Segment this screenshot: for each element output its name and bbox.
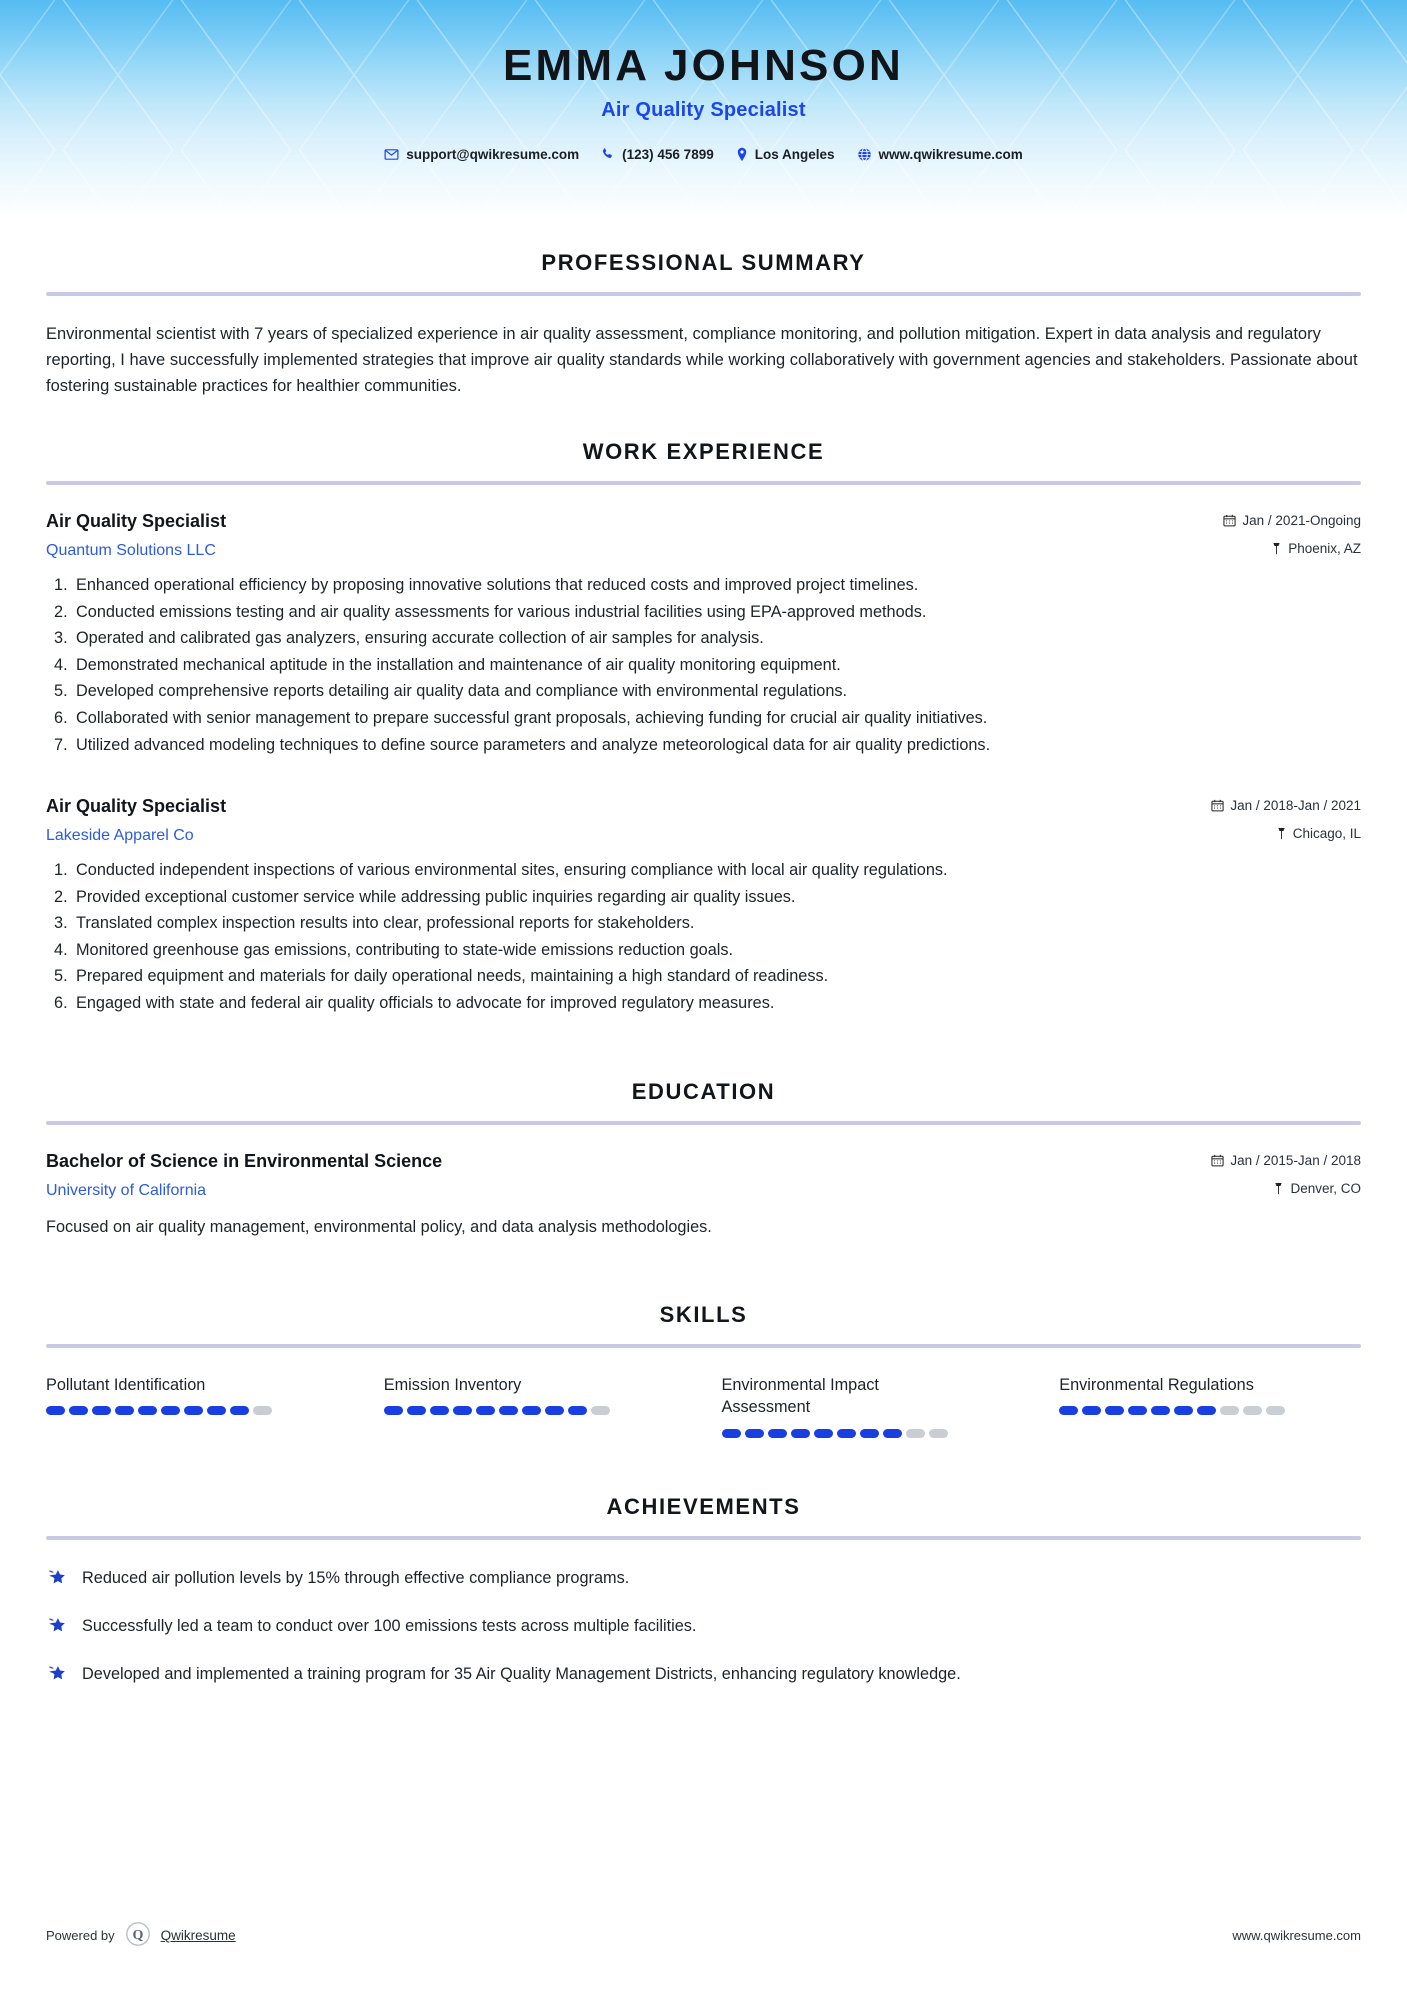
skill-segment-filled: [430, 1406, 449, 1415]
skill-item: [384, 1374, 686, 1416]
skill-item: [722, 1374, 1024, 1439]
skill-segment-filled: [1151, 1406, 1170, 1415]
skill-segment-filled: [499, 1406, 518, 1415]
skill-segment-filled: [1082, 1406, 1101, 1415]
calendar-icon: [1223, 514, 1236, 527]
education-school[interactable]: University of California: [46, 1181, 207, 1199]
education-dates: [1211, 1153, 1361, 1168]
candidate-name: EMMA JOHNSON: [502, 41, 904, 90]
bullet-item: Prepared equipment and materials for daily operational needs, maintaining a high standard of readiness.: [76, 967, 829, 986]
education-location: [1273, 1181, 1361, 1196]
bullet-item: Conducted emissions testing and air quality assessments for various industrial facilities using EPA-approved methods.: [76, 602, 927, 621]
star-badge-icon: [46, 1615, 68, 1642]
skill-segment-empty: [929, 1429, 948, 1438]
experience-entry: [46, 796, 1361, 1016]
education-location-text: Denver, CO: [1290, 1180, 1361, 1196]
skill-label: Environmental Regulations: [1059, 1375, 1254, 1394]
skill-segment-filled: [1105, 1406, 1124, 1415]
contact-location: [730, 147, 841, 162]
skill-segment-empty: [591, 1406, 610, 1415]
skill-segment-filled: [69, 1406, 88, 1415]
education-description: Focused on air quality management, environmental policy, and data analysis methodologies.: [46, 1217, 712, 1236]
star-badge-icon: [46, 1567, 68, 1594]
skill-segment-filled: [745, 1429, 764, 1438]
skill-segment-filled: [407, 1406, 426, 1415]
achievement-item: [46, 1566, 1361, 1594]
skill-segment-empty: [1266, 1406, 1285, 1415]
skill-segment-filled: [230, 1406, 249, 1415]
section-title-education: EDUCATION: [631, 1078, 776, 1104]
skill-segment-filled: [791, 1429, 810, 1438]
bullet-item: Engaged with state and federal air quality officials to advocate for improved regulatory measures.: [76, 993, 775, 1012]
skill-segment-filled: [46, 1406, 65, 1415]
skill-segment-filled: [384, 1406, 403, 1415]
skill-segment-filled: [1197, 1406, 1216, 1415]
skill-segment-filled: [453, 1406, 472, 1415]
skill-segment-filled: [545, 1406, 564, 1415]
bullet-item: Developed comprehensive reports detailing air quality data and compliance with environmental regulations.: [76, 682, 848, 701]
education-degree: Bachelor of Science in Environmental Science: [46, 1150, 443, 1171]
bullet-item: Conducted independent inspections of various environmental sites, ensuring compliance with local air quality regulations.: [76, 861, 948, 880]
map-pin-icon: [1273, 1182, 1284, 1195]
achievement-text: Successfully led a team to conduct over 100 emissions tests across multiple facilities.: [82, 1617, 697, 1636]
phone-icon: [601, 147, 615, 161]
contact-website-text: www.qwikresume.com: [878, 146, 1023, 162]
powered-by-block: [46, 1921, 236, 1950]
experience-location-text: Chicago, IL: [1292, 826, 1361, 842]
skill-label: Emission Inventory: [383, 1375, 522, 1394]
section-achievements: [46, 1494, 1361, 1690]
skill-segment-filled: [522, 1406, 541, 1415]
bullet-item: Collaborated with senior management to prepare successful grant proposals, achieving funding for crucial air quality initiatives.: [76, 709, 988, 727]
education-entry: [46, 1151, 1361, 1240]
achievement-item: [46, 1614, 1361, 1642]
section-professional-summary: [46, 250, 1361, 399]
location-pin-icon: [736, 147, 748, 162]
section-title-experience: WORK EXPERIENCE: [582, 439, 825, 465]
calendar-icon: [1211, 1154, 1224, 1167]
skill-segment-filled: [1128, 1406, 1147, 1415]
skill-segment-empty: [906, 1429, 925, 1438]
bullet-item: Translated complex inspection results into clear, professional reports for stakeholders.: [76, 914, 695, 933]
skill-segment-filled: [883, 1429, 902, 1438]
contact-email-text: support@qwikresume.com: [406, 146, 580, 162]
section-divider: [46, 1344, 1361, 1348]
footer-website-url[interactable]: www.qwikresume.com: [1232, 1928, 1361, 1943]
skill-item: [46, 1374, 348, 1416]
skill-segment-filled: [184, 1406, 203, 1415]
experience-bullets: [46, 572, 1361, 758]
skill-segment-filled: [92, 1406, 111, 1415]
globe-icon: [857, 147, 872, 162]
skill-segment-filled: [1174, 1406, 1193, 1415]
star-badge-icon: [46, 1663, 68, 1690]
experience-dates-text: Jan / 2021-Ongoing: [1242, 513, 1361, 529]
summary-text: Environmental scientist with 7 years of specialized experience in air quality assessment, compliance monitoring, and pollution mitigation. Expert in data analysis and regulatory reporting, I have successfully implemented strategies that improve air quality standards while working collaboratively with government agencies and stakeholders. Passionate about fostering sustainable practices for healthier communities.: [46, 325, 1358, 396]
bullet-item: Monitored greenhouse gas emissions, contributing to state-wide emissions reduction goals.: [76, 940, 734, 959]
skills-grid: [46, 1374, 1361, 1439]
section-divider: [46, 481, 1361, 485]
achievement-text: Developed and implemented a training program for 35 Air Quality Management Districts, enhancing regulatory knowledge.: [82, 1665, 961, 1684]
skill-segment-filled: [207, 1406, 226, 1415]
skill-level-bar: [722, 1429, 1024, 1438]
skill-segment-filled: [860, 1429, 879, 1438]
powered-by-label: Powered by: [46, 1928, 115, 1943]
svg-text:Q: Q: [132, 1928, 144, 1943]
achievement-text: Reduced air pollution levels by 15% through effective compliance programs.: [82, 1569, 630, 1588]
experience-entry: [46, 511, 1361, 758]
bullet-item: Enhanced operational efficiency by proposing innovative solutions that reduced costs and improved project timelines.: [76, 576, 919, 595]
experience-location: [1271, 541, 1361, 556]
bullet-item: Utilized advanced modeling techniques to define source parameters and analyze meteorological data for air quality predictions.: [76, 735, 991, 754]
skill-segment-filled: [768, 1429, 787, 1438]
experience-company[interactable]: Quantum Solutions LLC: [46, 542, 216, 560]
skill-label: Environmental Impact Assessment: [721, 1375, 879, 1417]
contact-email[interactable]: [378, 147, 585, 162]
skill-segment-filled: [476, 1406, 495, 1415]
section-work-experience: [46, 439, 1361, 1016]
email-icon: [384, 147, 399, 162]
skill-segment-empty: [1220, 1406, 1239, 1415]
achievement-item: [46, 1662, 1361, 1690]
contact-phone[interactable]: [595, 147, 720, 162]
skill-segment-filled: [722, 1429, 741, 1438]
section-skills: [46, 1302, 1361, 1439]
skill-segment-filled: [814, 1429, 833, 1438]
contact-phone-text: (123) 456 7899: [622, 146, 714, 162]
section-title-summary: PROFESSIONAL SUMMARY: [541, 250, 866, 275]
experience-location-text: Phoenix, AZ: [1288, 541, 1361, 557]
experience-dates: [1211, 798, 1361, 813]
section-title-skills: SKILLS: [659, 1301, 748, 1327]
experience-company[interactable]: Lakeside Apparel Co: [46, 827, 194, 845]
skill-level-bar: [384, 1406, 686, 1415]
page-footer: [0, 1921, 1407, 1950]
skill-segment-filled: [115, 1406, 134, 1415]
section-divider: [46, 1536, 1361, 1540]
qwikresume-q-icon: [125, 1921, 151, 1950]
achievements-list: [46, 1566, 1361, 1690]
skill-segment-filled: [1059, 1406, 1078, 1415]
contact-website[interactable]: [851, 147, 1029, 162]
section-divider: [46, 1121, 1361, 1125]
experience-role: Air Quality Specialist: [46, 796, 227, 817]
candidate-job-title: Air Quality Specialist: [601, 98, 806, 121]
bullet-item: Operated and calibrated gas analyzers, ensuring accurate collection of air samples for analysis.: [76, 629, 764, 648]
experience-dates-text: Jan / 2018-Jan / 2021: [1230, 798, 1361, 814]
section-divider: [46, 292, 1361, 296]
section-title-achievements: ACHIEVEMENTS: [606, 1494, 801, 1520]
skill-label: Pollutant Identification: [46, 1375, 206, 1394]
experience-location: [1276, 826, 1361, 841]
skill-level-bar: [1059, 1406, 1361, 1415]
bullet-item: Provided exceptional customer service while addressing public inquiries regarding air quality issues.: [76, 887, 796, 906]
section-education: [46, 1079, 1361, 1240]
contact-row: [0, 147, 1407, 162]
skill-segment-empty: [1243, 1406, 1262, 1415]
map-pin-icon: [1271, 542, 1282, 555]
skill-segment-filled: [837, 1429, 856, 1438]
experience-bullets: [46, 857, 1361, 1016]
calendar-icon: [1211, 799, 1224, 812]
skill-segment-filled: [138, 1406, 157, 1415]
bullet-item: Demonstrated mechanical aptitude in the installation and maintenance of air quality monitoring equipment.: [76, 655, 841, 674]
experience-role: Air Quality Specialist: [46, 511, 227, 532]
skill-level-bar: [46, 1406, 348, 1415]
experience-dates: [1223, 513, 1361, 528]
resume-header: [0, 0, 1407, 218]
map-pin-icon: [1276, 827, 1287, 840]
skill-segment-filled: [568, 1406, 587, 1415]
skill-segment-empty: [253, 1406, 272, 1415]
skill-segment-filled: [161, 1406, 180, 1415]
skill-item: [1059, 1374, 1361, 1416]
qwikresume-brand-link[interactable]: Qwikresume: [160, 1928, 236, 1943]
education-dates-text: Jan / 2015-Jan / 2018: [1230, 1152, 1361, 1168]
contact-location-text: Los Angeles: [754, 146, 835, 162]
